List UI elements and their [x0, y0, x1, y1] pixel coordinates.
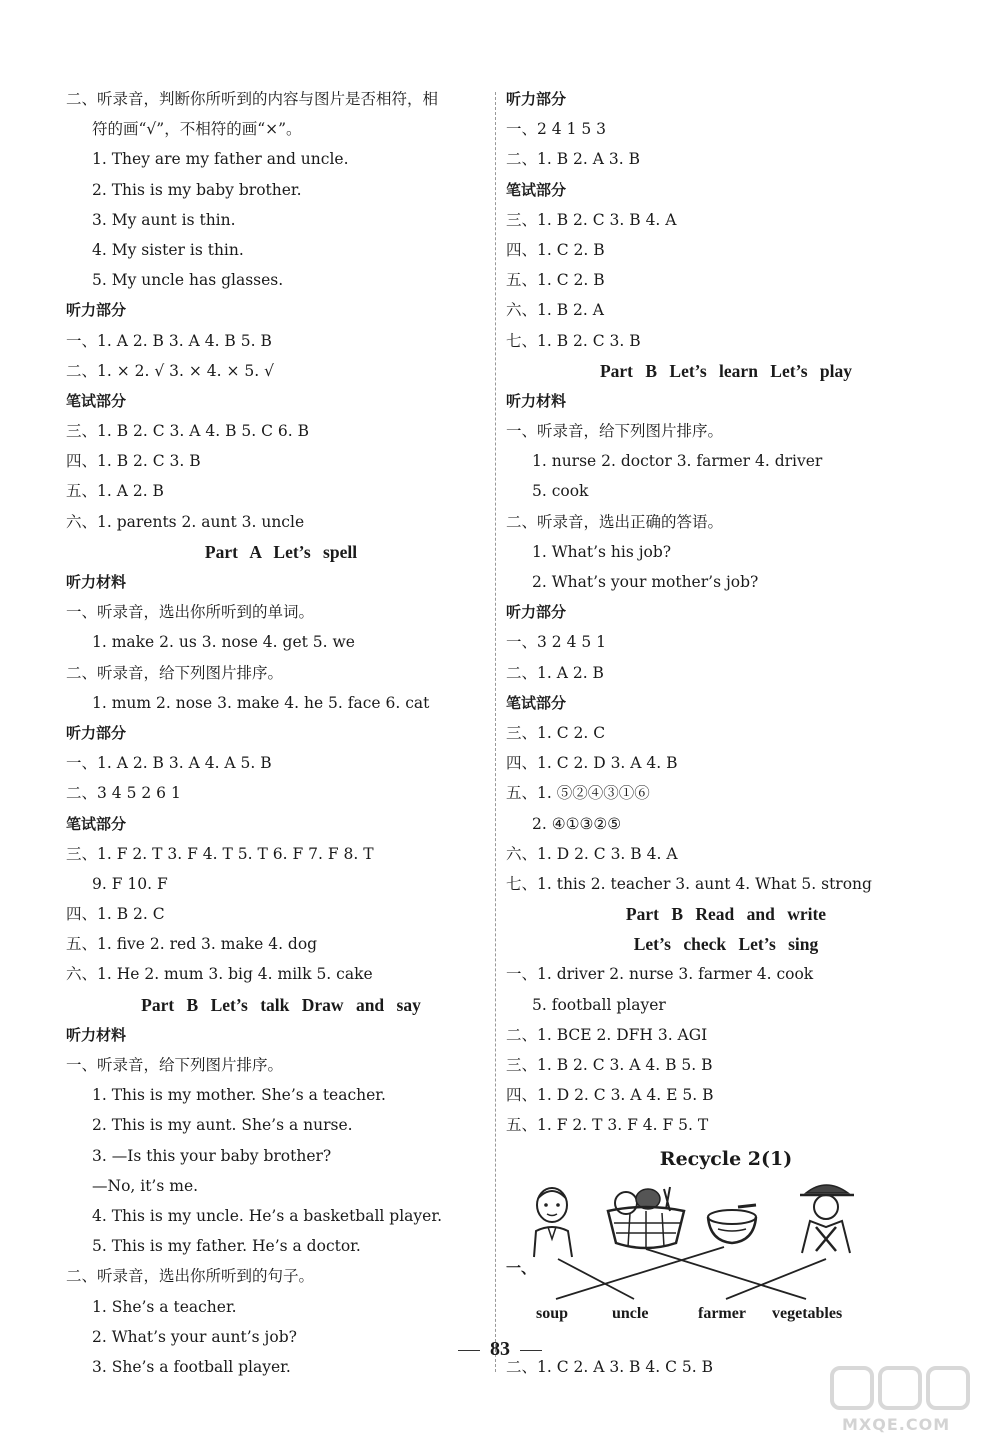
left-column [66, 84, 496, 1382]
match-word-farmer: farmer [698, 1304, 746, 1322]
left-line-19: 二、听录音，给下列图片排序。 [66, 663, 284, 682]
match-line [646, 1249, 806, 1299]
left-line-14: 六、1. parents 2. aunt 3. uncle [66, 512, 305, 531]
right-line-14: 二、听录音，选出正确的答语。 [506, 512, 724, 531]
left-line-3: 2. This is my baby brother. [92, 180, 302, 199]
page-number-dash [520, 1350, 542, 1351]
left-line-37: 4. This is my uncle. He’s a basketball player. [92, 1206, 442, 1225]
left-line-42: 3. She’s a football player. [92, 1357, 291, 1376]
right-line-1: 一、2 4 1 5 3 [506, 120, 607, 139]
left-line-41: 2. What’s your aunt’s job? [92, 1327, 297, 1346]
left-line-10: 笔试部分 [66, 391, 127, 410]
right-column [506, 84, 946, 1382]
left-line-8: 一、1. A 2. B 3. A 4. B 5. B [66, 331, 272, 350]
left-line-11: 三、1. B 2. C 3. A 4. B 5. C 6. B [66, 422, 310, 441]
match-word-soup: soup [536, 1304, 569, 1322]
right-line-5: 四、1. C 2. B [506, 240, 605, 259]
left-line-26: 9. F 10. F [92, 874, 168, 893]
right-line-2: 二、1. B 2. A 3. B [506, 150, 640, 169]
right-line-20: 笔试部分 [506, 693, 567, 712]
right-line-35: Recycle 2(1) [659, 1147, 793, 1170]
page-number-text: 83 [490, 1338, 510, 1360]
left-line-32: 一、听录音，给下列图片排序。 [66, 1056, 284, 1074]
match-word-uncle: uncle [612, 1304, 649, 1322]
right-line-27: Part B Read and write [625, 904, 827, 925]
right-line-10: 听力材料 [506, 391, 567, 410]
right-line-22: 四、1. C 2. D 3. A 4. B [506, 754, 678, 773]
page-number-dash [458, 1350, 480, 1351]
right-line-25: 六、1. D 2. C 3. B 4. A [506, 844, 678, 863]
left-line-21: 听力部分 [66, 723, 127, 742]
right-line-17: 听力部分 [506, 603, 567, 622]
left-line-7: 听力部分 [66, 301, 127, 320]
left-line-12: 四、1. B 2. C 3. B [66, 452, 201, 471]
matching-lines [506, 1177, 946, 1317]
watermark-text: MXQE.COM [842, 1415, 951, 1434]
page-number [0, 1338, 1000, 1361]
right-line-4: 三、1. B 2. C 3. B 4. A [506, 210, 677, 229]
left-line-31: 听力材料 [66, 1025, 127, 1044]
right-line-6: 五、1. C 2. B [506, 271, 605, 290]
right-line-30: 5. football player [532, 995, 666, 1014]
right-line-26: 七、1. this 2. teacher 3. aunt 4. What 5. strong [506, 874, 872, 893]
right-lines [506, 84, 946, 1177]
right-line-8: 七、1. B 2. C 3. B [506, 331, 641, 350]
matching-number: 一、 [506, 1258, 537, 1277]
right-line-34: 五、1. F 2. T 3. F 4. F 5. T [506, 1116, 709, 1135]
left-line-16: 听力材料 [66, 573, 127, 591]
left-line-38: 5. This is my father. He’s a doctor. [92, 1237, 361, 1256]
left-line-15: Part A Let’s spell [204, 541, 358, 562]
left-line-18: 1. make 2. us 3. nose 4. get 5. we [92, 633, 355, 652]
left-line-0: 二、听录音，判断你所听到的内容与图片是否相符，相 [66, 90, 439, 108]
left-line-22: 一、1. A 2. B 3. A 4. A 5. B [66, 754, 272, 773]
left-line-13: 五、1. A 2. B [66, 482, 164, 501]
right-line-11: 一、听录音，给下列图片排序。 [506, 422, 724, 441]
match-line [556, 1247, 724, 1299]
left-line-4: 3. My aunt is thin. [92, 210, 236, 229]
right-line-7: 六、1. B 2. A [506, 301, 604, 320]
right-line-23: 五、1. ⑤②④③①⑥ [506, 784, 650, 803]
left-line-17: 一、听录音，选出你所听到的单词。 [66, 603, 315, 622]
left-line-5: 4. My sister is thin. [92, 240, 244, 259]
left-line-2: 1. They are my father and uncle. [92, 150, 349, 169]
right-line-19: 二、1. A 2. B [506, 663, 604, 682]
right-line-32: 三、1. B 2. C 3. A 4. B 5. B [506, 1056, 713, 1074]
left-line-6: 5. My uncle has glasses. [92, 271, 284, 290]
left-line-34: 2. This is my aunt. She’s a nurse. [92, 1116, 353, 1135]
left-line-30: Part B Let’s talk Draw and say [141, 994, 421, 1015]
right-line-21: 三、1. C 2. C [506, 723, 606, 742]
right-line-15: 1. What’s his job? [532, 542, 672, 561]
left-line-23: 二、3 4 5 2 6 1 [66, 784, 181, 803]
left-line-27: 四、1. B 2. C [66, 905, 165, 924]
final-answer-line: 二、1. C 2. A 3. B 4. C 5. B [506, 1357, 713, 1376]
matching-exercise [506, 1177, 946, 1352]
left-line-1: 符的画“√”，不相符的画“×”。 [92, 120, 302, 139]
left-line-36: —No, it’s me. [92, 1176, 199, 1195]
left-line-35: 3. —Is this your baby brother? [92, 1146, 332, 1165]
right-line-0: 听力部分 [506, 90, 567, 108]
match-word-vegetables: vegetables [772, 1304, 843, 1322]
watermark-logo [828, 1362, 978, 1442]
left-line-28: 五、1. five 2. red 3. make 4. dog [66, 935, 318, 954]
right-line-3: 笔试部分 [506, 180, 567, 199]
left-line-25: 三、1. F 2. T 3. F 4. T 5. T 6. F 7. F 8. T [66, 844, 374, 863]
watermark-icon [828, 1362, 978, 1418]
left-line-39: 二、听录音，选出你所听到的句子。 [66, 1267, 315, 1286]
right-line-16: 2. What’s your mother’s job? [532, 573, 759, 591]
left-line-29: 六、1. He 2. mum 3. big 4. milk 5. cake [66, 965, 373, 984]
right-line-18: 一、3 2 4 5 1 [506, 633, 607, 652]
right-line-28: Let’s check Let’s sing [633, 934, 819, 955]
left-line-24: 笔试部分 [66, 814, 127, 833]
right-line-12: 1. nurse 2. doctor 3. farmer 4. driver [532, 452, 823, 471]
column-divider [495, 92, 496, 1372]
right-line-13: 5. cook [532, 482, 589, 501]
left-line-20: 1. mum 2. nose 3. make 4. he 5. face 6. cat [92, 693, 430, 712]
left-line-40: 1. She’s a teacher. [92, 1297, 237, 1316]
right-line-29: 一、1. driver 2. nurse 3. farmer 4. cook [506, 965, 814, 984]
left-line-9: 二、1. × 2. √ 3. × 4. × 5. √ [66, 361, 275, 380]
right-line-9: Part B Let’s learn Let’s play [599, 360, 853, 381]
right-line-31: 二、1. BCE 2. DFH 3. AGI [506, 1025, 708, 1044]
left-line-33: 1. This is my mother. She’s a teacher. [92, 1086, 386, 1105]
right-line-33: 四、1. D 2. C 3. A 4. E 5. B [506, 1086, 714, 1105]
right-line-24: 2. ④①③②⑤ [532, 814, 622, 833]
